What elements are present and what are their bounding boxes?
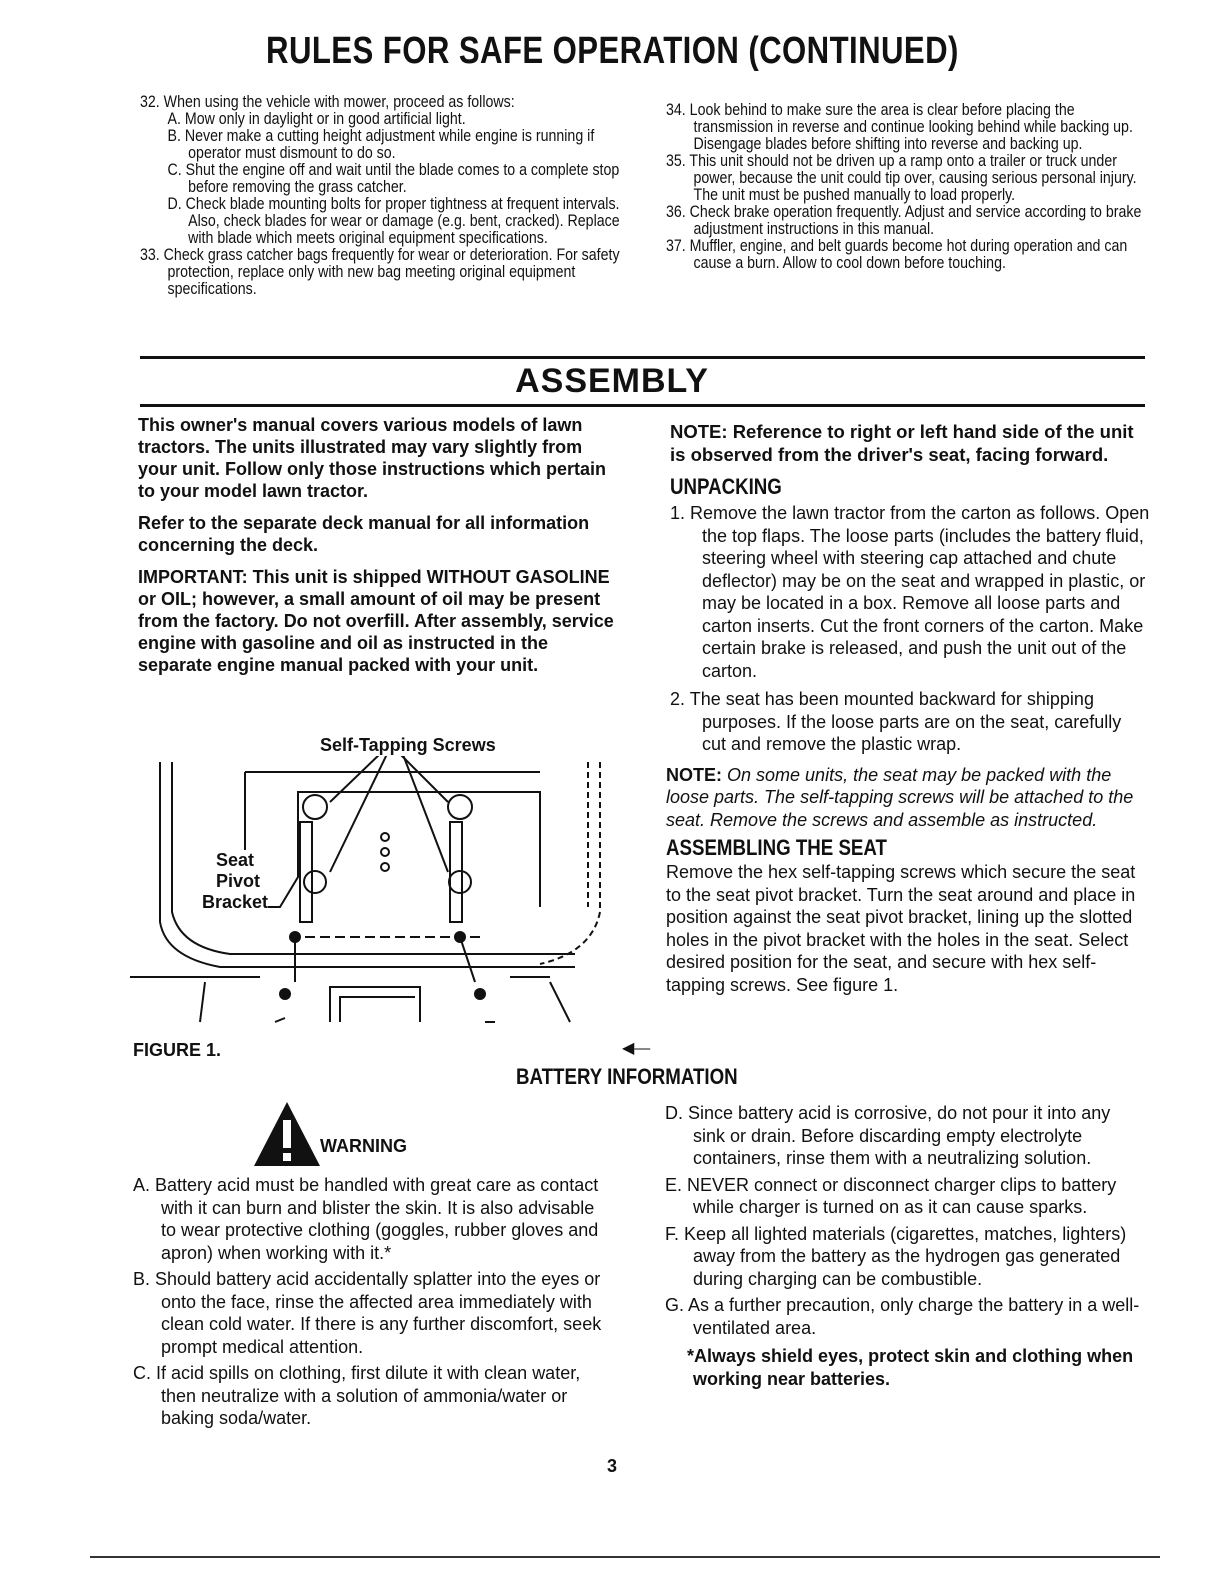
intro-models: This owner's manual covers various models of lawn tractors. The units illustrated may vary slightly from your unit. Follow only those instructions which pertain to your model lawn tractor. [138, 415, 607, 501]
unpacking-item-1: 1. Remove the lawn tractor from the carton as follows. Open the top flaps. The loose parts (includes the battery fluid, steering wheel with steering cap attached and chute deflector) may be on the seat and wrapped in plastic, or may be located in a box. Remove all loose parts and carton inserts. Cut the front corners of the carton. Make certain brake is released, and push the unit out of the carton. [670, 503, 1150, 681]
battery-item-a: A. Battery acid must be handled with great care as contact with it can burn and blister the skin. It is also advisable to wear protective clothing (goggles, rubber gloves and apron) when working with it.* [133, 1175, 599, 1263]
battery-item-e: E. NEVER connect or disconnect charger clips to battery while charger is turned on as it can cause sparks. [665, 1174, 1117, 1217]
label-self-tapping-screws: Self-Tapping Screws [320, 735, 496, 755]
assembling-seat-text: Remove the hex self-tapping screws which secure the seat to the seat pivot bracket. Turn the seat around and place in position against the seat pivot bracket, lining up the slotted holes in the pivot bracket with the holes in the seat. Select desired position for the seat, and secure with hex self-tapping screws. See figure 1. [666, 862, 1136, 995]
assembly-intro [138, 414, 618, 686]
rule-32-d: D. Check blade mounting bolts for proper tightness at frequent intervals. Also, check blades for wear or damage (e.g. bent, cracked). Replace with blade which meets original equipment specifications. [167, 195, 620, 247]
assembly-right-column [666, 420, 1150, 996]
rule-32-b: B. Never make a cutting height adjustment while engine is running if operator must dismount to do so. [167, 127, 595, 162]
rule-34: 34. Look behind to make sure the area is clear before placing the transmission in reverse and continue looking behind while backing up. Disengage blades before shifting into reverse and backing up. [666, 101, 1133, 153]
section-divider-bottom [140, 404, 1145, 407]
rules-left-column [140, 94, 622, 298]
battery-right-list [665, 1102, 1145, 1394]
footer-rule [90, 1556, 1160, 1558]
label-bracket: Bracket [202, 892, 269, 912]
rule-35: 35. This unit should not be driven up a ramp onto a trailer or truck under power, because the unit could tip over, causing serious personal injury. The unit must be pushed manually to load properly. [666, 152, 1137, 204]
rule-37: 37. Muffler, engine, and belt guards become hot during operation and can cause a burn. Allow to cool down before touching. [666, 237, 1128, 272]
battery-heading: BATTERY INFORMATION [516, 1064, 738, 1089]
rule-36: 36. Check brake operation frequently. Adjust and service according to brake adjustment instructions in this manual. [666, 203, 1142, 238]
assembly-heading: ASSEMBLY [515, 362, 709, 400]
unpacking-item-2: 2. The seat has been mounted backward for shipping purposes. If the loose parts are on the seat, carefully cut and remove the plastic wrap. [670, 689, 1122, 754]
intro-deck: Refer to the separate deck manual for all information concerning the deck. [138, 513, 590, 555]
label-pivot: Pivot [216, 871, 261, 891]
battery-item-b: B. Should battery acid accidentally splatter into the eyes or onto the face, rinse the affected area immediately with clean cold water. If there is any further discomfort, seek prompt medical attention. [133, 1269, 602, 1357]
figure-1 [130, 732, 640, 1062]
battery-item-g: G. As a further precaution, only charge the battery in a well-ventilated area. [665, 1295, 1140, 1338]
rule-33: 33. Check grass catcher bags frequently for wear or deterioration. For safety protection, replace only with new bag meeting original equipment specifications. [140, 246, 620, 298]
assembling-seat-heading: ASSEMBLING THE SEAT [666, 835, 887, 860]
unpacking-list [670, 502, 1150, 756]
section-divider-top [140, 356, 1145, 359]
note-side: NOTE: Reference to right or left hand side of the unit is observed from the driver's seat, facing forward. [670, 421, 1134, 465]
rule-32-a: A. Mow only in daylight or in good artificial light. [167, 110, 466, 128]
warning-block [252, 1100, 452, 1170]
rules-right-column [666, 102, 1148, 272]
page-number: 3 [606, 1456, 617, 1476]
battery-item-d: D. Since battery acid is corrosive, do not pour it into any sink or drain. Before discarding empty electrolyte containers, rinse them with a neutralizing solution. [665, 1103, 1111, 1168]
arrow-left-icon: ◀— [622, 1040, 651, 1057]
unpacking-note: NOTE: On some units, the seat may be packed with the loose parts. The self-tapping screws will be attached to the seat. Remove the screws and assemble as instructed. [666, 764, 1134, 830]
warning-label: WARNING [320, 1136, 407, 1156]
intro-important: IMPORTANT: This unit is shipped WITHOUT GASOLINE or OIL; however, a small amount of oil may be present from the factory. Do not overfill. After assembly, service engine with gasoline and oil as instructed in the separate engine manual packed with your unit. [138, 567, 614, 675]
page-title: RULES FOR SAFE OPERATION (CONTINUED) [265, 30, 959, 72]
rule-32: 32. When using the vehicle with mower, proceed as follows: [140, 93, 515, 111]
warning-triangle-icon [252, 1100, 322, 1168]
label-seat-pivot-bracket [202, 850, 269, 913]
battery-footnote: *Always shield eyes, protect skin and clothing when working near batteries. [687, 1346, 1134, 1389]
label-seat: Seat [216, 850, 255, 870]
battery-left-list [133, 1174, 613, 1434]
battery-item-f: F. Keep all lighted materials (cigarettes, matches, lighters) away from the battery as the hydrogen gas generated during charging can be combustible. [665, 1223, 1127, 1289]
battery-item-c: C. If acid spills on clothing, first dilute it with clean water, then neutralize with a solution of ammonia/water or baking soda/water. [133, 1363, 581, 1428]
unpacking-heading: UNPACKING [670, 474, 782, 499]
rule-32-c: C. Shut the engine off and wait until the blade comes to a complete stop before removing the grass catcher. [167, 161, 620, 196]
figure-caption: FIGURE 1. [133, 1040, 222, 1060]
